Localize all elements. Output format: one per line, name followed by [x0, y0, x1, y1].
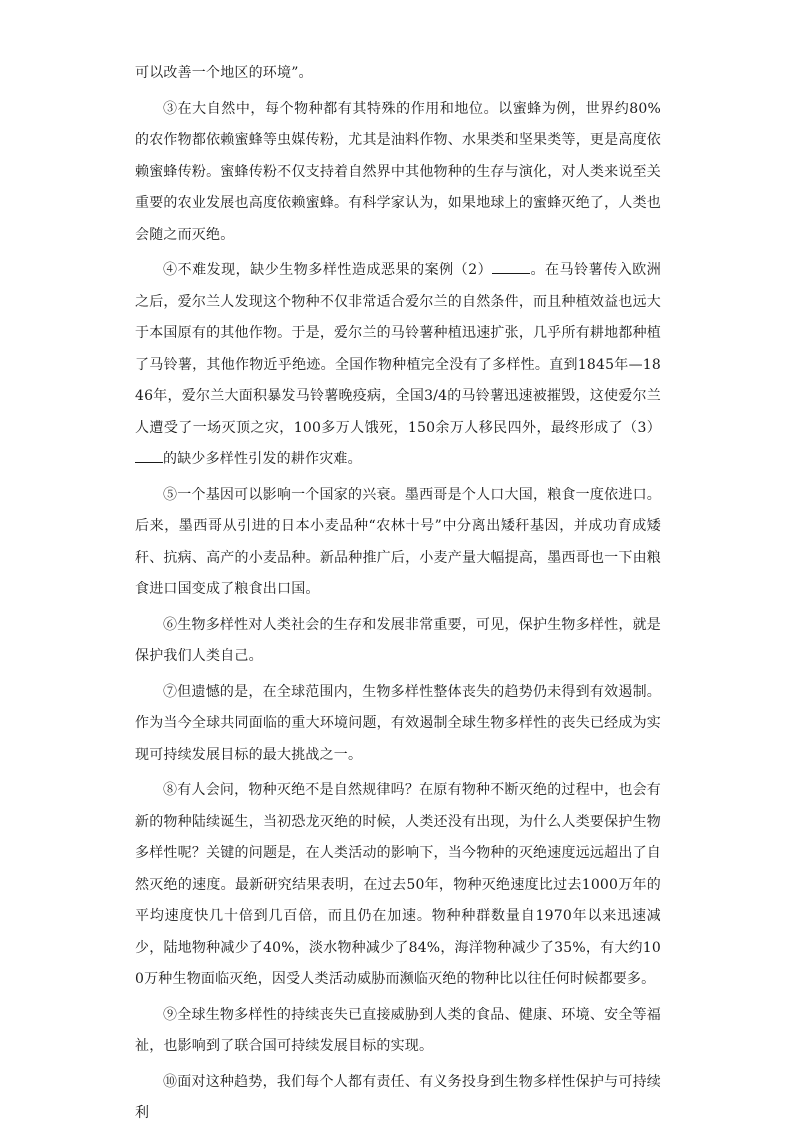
- paragraph-9: ⑨全球生物多样性的持续丧失已直接威胁到人类的食品、健康、环境、安全等福祉，也影响到了联合国可持续发展目标的实现。: [135, 1006, 661, 1054]
- paragraph-8: ⑧有人会问，物种灭绝不是自然规律吗？在原有物种不断灭绝的过程中，也会有新的物种陆续诞生，当初恐龙灭绝的时候，人类还没有出现，为什么人类要保护生物多样性呢？关键的问题是，在人类活动的影响下，当今物种的灭绝速度远远超出了自然灭绝的速度。最新研究结果表明，在过去50年，物种灭绝速度比过去1000万年的平均速度快几十倍到几百倍，而且仍在加速。物种种群数量自1970年以来迅速减少，陆地物种减少了40%，淡水物种减少了84%，海洋物种减少了35%，有大约100万种生物面临灭绝，因受人类活动威胁而濒临灭绝的物种比以往任何时候都要多。: [135, 782, 661, 987]
- paragraph-6: ⑥生物多样性对人类社会的生存和发展非常重要，可见，保护生物多样性，就是保护我们人类自己。: [135, 616, 661, 664]
- article-body: [135, 58, 661, 1134]
- paragraph-10: ⑩面对这种趋势，我们每个人都有责任、有义务投身到生物多样性保护与可持续利: [135, 1073, 661, 1121]
- paragraph-5: ⑤一个基因可以影响一个国家的兴衰。墨西哥是个人口大国，粮食一度依进口。后来，墨西哥从引进的日本小麦品种“农林十号”中分离出矮秆基因，并成功育成矮秆、抗病、高产的小麦品种。新品种推广后，小麦产量大幅提高，墨西哥也一下由粮食进口国变成了粮食出口国。: [135, 486, 661, 597]
- fill-blank-3[interactable]: [135, 447, 163, 463]
- fill-blank-2[interactable]: [492, 258, 530, 274]
- paragraph-4-part-b: 。在马铃薯传入欧洲之后，爱尔兰人发现这个物种不仅非常适合爱尔兰的自然条件，而且种植效益也远大于本国原有的其他作物。于是，爱尔兰的马铃薯种植迅速扩张，几乎所有耕地都种植了马铃薯，其他作物近乎绝迹。全国作物种植完全没有了多样性。直到1845年—1846年，爱尔兰大面积暴发马铃薯晚疫病，全国3/4的马铃薯迅速被摧毁，这使爱尔兰人遭受了一场灭顶之灾，100多万人饿死，150余万人移民四外，最终形成了（3）: [135, 262, 661, 436]
- paragraph-4-part-c: 的缺少多样性引发的耕作灾难。: [163, 451, 362, 467]
- paragraph-7: ⑦但遗憾的是，在全球范围内，生物多样性整体丧失的趋势仍未得到有效遏制。作为当今全球共同面临的重大环境问题，有效遏制全球生物多样性的丧失已经成为实现可持续发展目标的最大挑战之一。: [135, 683, 661, 763]
- paragraph-4-part-a: ④不难发现，缺少生物多样性造成恶果的案例（2）: [163, 262, 493, 278]
- paragraph-continuation: 可以改善一个地区的环境”。: [135, 65, 313, 81]
- paragraph-4: [135, 255, 661, 476]
- paragraph-3: ③在大自然中，每个物种都有其特殊的作用和地位。以蜜蜂为例，世界约80%的农作物都依赖蜜蜂等虫媒传粉，尤其是油料作物、水果类和坚果类等，更是高度依赖蜜蜂传粉。蜜蜂传粉不仅支持着自然界中其他物种的生存与演化，对人类来说至关重要的农业发展也高度依赖蜜蜂。有科学家认为，如果地球上的蜜蜂灭绝了，人类也会随之而灭绝。: [135, 100, 661, 243]
